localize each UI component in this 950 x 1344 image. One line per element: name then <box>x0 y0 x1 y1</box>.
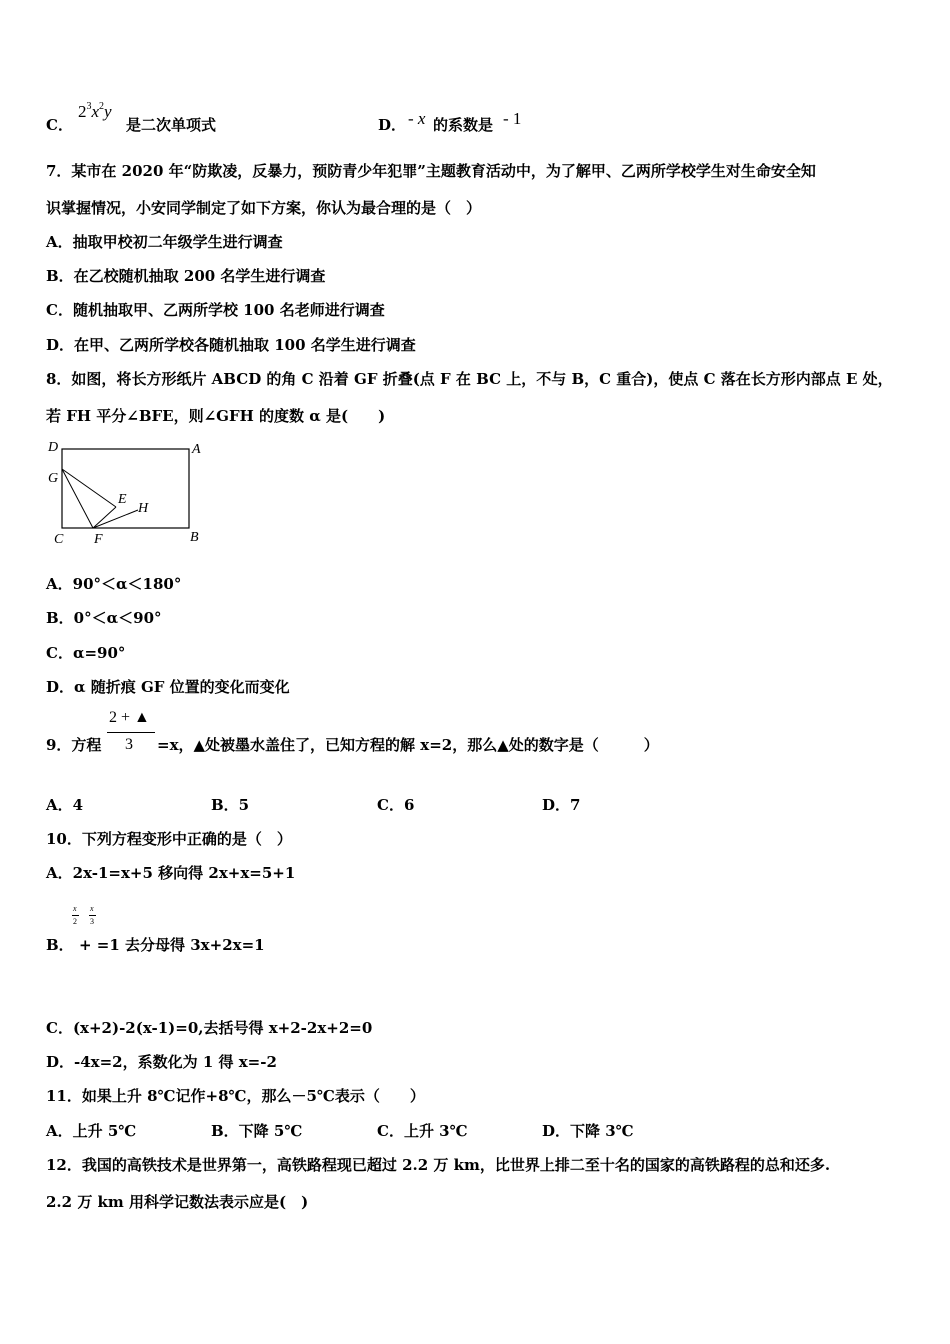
q9-stem-rest: =x，▲处被墨水盖住了，已知方程的解 x=2，那么▲处的数字是（ ） <box>157 736 659 754</box>
q10-b-frac1-num: x <box>73 904 77 913</box>
rectangle-abcd <box>62 449 189 528</box>
q8-rectangle-figure <box>40 435 220 550</box>
fold-line-gf <box>62 469 93 528</box>
q6-option-c: C． <box>46 116 73 134</box>
q11-option-b: B．下降 5℃ <box>211 1122 303 1140</box>
q7-stem-line1: 7．某市在 2020 年“防欺凌，反暴力，预防青少年犯罪”主题教育活动中，为了解甲、乙两所学校学生对生命安全知 <box>46 162 816 180</box>
segment-ge <box>62 469 116 507</box>
q7-option-d: D．在甲、乙两所学校各随机抽取 100 名学生进行调查 <box>46 336 416 354</box>
label-h: H <box>138 501 149 516</box>
q8-stem-line2: 若 FH 平分∠BFE，则∠GFH 的度数 α 是( ) <box>46 407 386 425</box>
q6-option-d-value: - 1 <box>503 109 522 128</box>
q9-fraction-numerator: 2 + ▲ <box>109 709 150 726</box>
q10-option-a: A．2x-1=x+5 移向得 2x+x=5+1 <box>46 864 296 882</box>
q8-option-c: C．α=90° <box>46 644 126 662</box>
label-c: C <box>54 532 64 547</box>
q10-option-c: C．(x+2)-2(x-1)=0,去括号得 x+2-2x+2=0 <box>46 1019 373 1037</box>
label-e: E <box>118 492 127 507</box>
q12-stem-line2: 2.2 万 km 用科学记数法表示应是( ) <box>46 1193 309 1211</box>
label-f: F <box>94 532 103 547</box>
q10-b-frac2-den: 3 <box>90 917 94 926</box>
label-d: D <box>48 440 59 455</box>
q11-option-a: A．上升 5℃ <box>46 1122 137 1140</box>
q6-option-c-text: 是二次单项式 <box>126 116 217 134</box>
q10-b-frac2-num: x <box>90 904 94 913</box>
q10-b-frac1-den: 2 <box>73 917 77 926</box>
q8-option-a: A．90°＜α＜180° <box>46 575 182 593</box>
q10-option-b-label: B． <box>46 936 74 954</box>
q9-option-c: C．6 <box>377 796 415 814</box>
segment-fh <box>93 510 138 528</box>
q10-b-frac2-bar <box>89 915 96 916</box>
q11-option-c: C．上升 3℃ <box>377 1122 468 1140</box>
q10-b-frac1-bar <box>72 915 79 916</box>
q6-option-c-expression: $2^3x^2y$ <box>78 101 112 121</box>
q7-option-b: B．在乙校随机抽取 200 名学生进行调查 <box>46 267 326 285</box>
q7-stem-line2: 识掌握情况，小安同学制定了如下方案，你认为最合理的是（ ） <box>46 199 482 217</box>
q12-stem-line1: 12．我国的高铁技术是世界第一，高铁路程现已超过 2.2 万 km，比世界上排二至十名的国家的高铁路程的总和还多. <box>46 1156 831 1174</box>
q9-option-a: A．4 <box>46 796 84 814</box>
q6-option-d-text: 的系数是 <box>433 116 494 134</box>
q10-option-b-text: + =1 去分母得 3x+2x=1 <box>79 936 265 954</box>
segment-fe <box>93 507 116 528</box>
q6-option-d-expression: - x <box>408 109 426 128</box>
q9-stem-number: 9．方程 <box>46 736 102 754</box>
label-a: A <box>192 442 201 457</box>
q8-option-d: D．α 随折痕 GF 位置的变化而变化 <box>46 678 290 696</box>
label-g: G <box>48 471 59 486</box>
q9-fraction-denominator: 3 <box>125 736 133 753</box>
label-b: B <box>190 530 199 545</box>
q6-option-d: D． <box>378 116 407 134</box>
q11-stem: 11．如果上升 8℃记作+8℃，那么－5℃表示（ ） <box>46 1087 425 1105</box>
q8-stem-line1: 8．如图，将长方形纸片 ABCD 的角 C 沿着 GF 折叠(点 F 在 BC 上，不与 B，C 重合)，使点 C 落在长方形内部点 E 处， <box>46 370 893 388</box>
q10-stem: 10．下列方程变形中正确的是（ ） <box>46 830 292 848</box>
q9-option-d: D．7 <box>542 796 581 814</box>
q7-option-c: C．随机抽取甲、乙两所学校 100 名老师进行调查 <box>46 301 385 319</box>
q8-option-b: B．0°＜α＜90° <box>46 609 162 627</box>
q9-fraction-bar <box>107 732 155 733</box>
q9-option-b: B．5 <box>211 796 250 814</box>
q11-option-d: D．下降 3℃ <box>542 1122 634 1140</box>
q7-option-a: A．抽取甲校初二年级学生进行调查 <box>46 233 283 251</box>
q10-option-d: D．-4x=2，系数化为 1 得 x=-2 <box>46 1053 277 1071</box>
